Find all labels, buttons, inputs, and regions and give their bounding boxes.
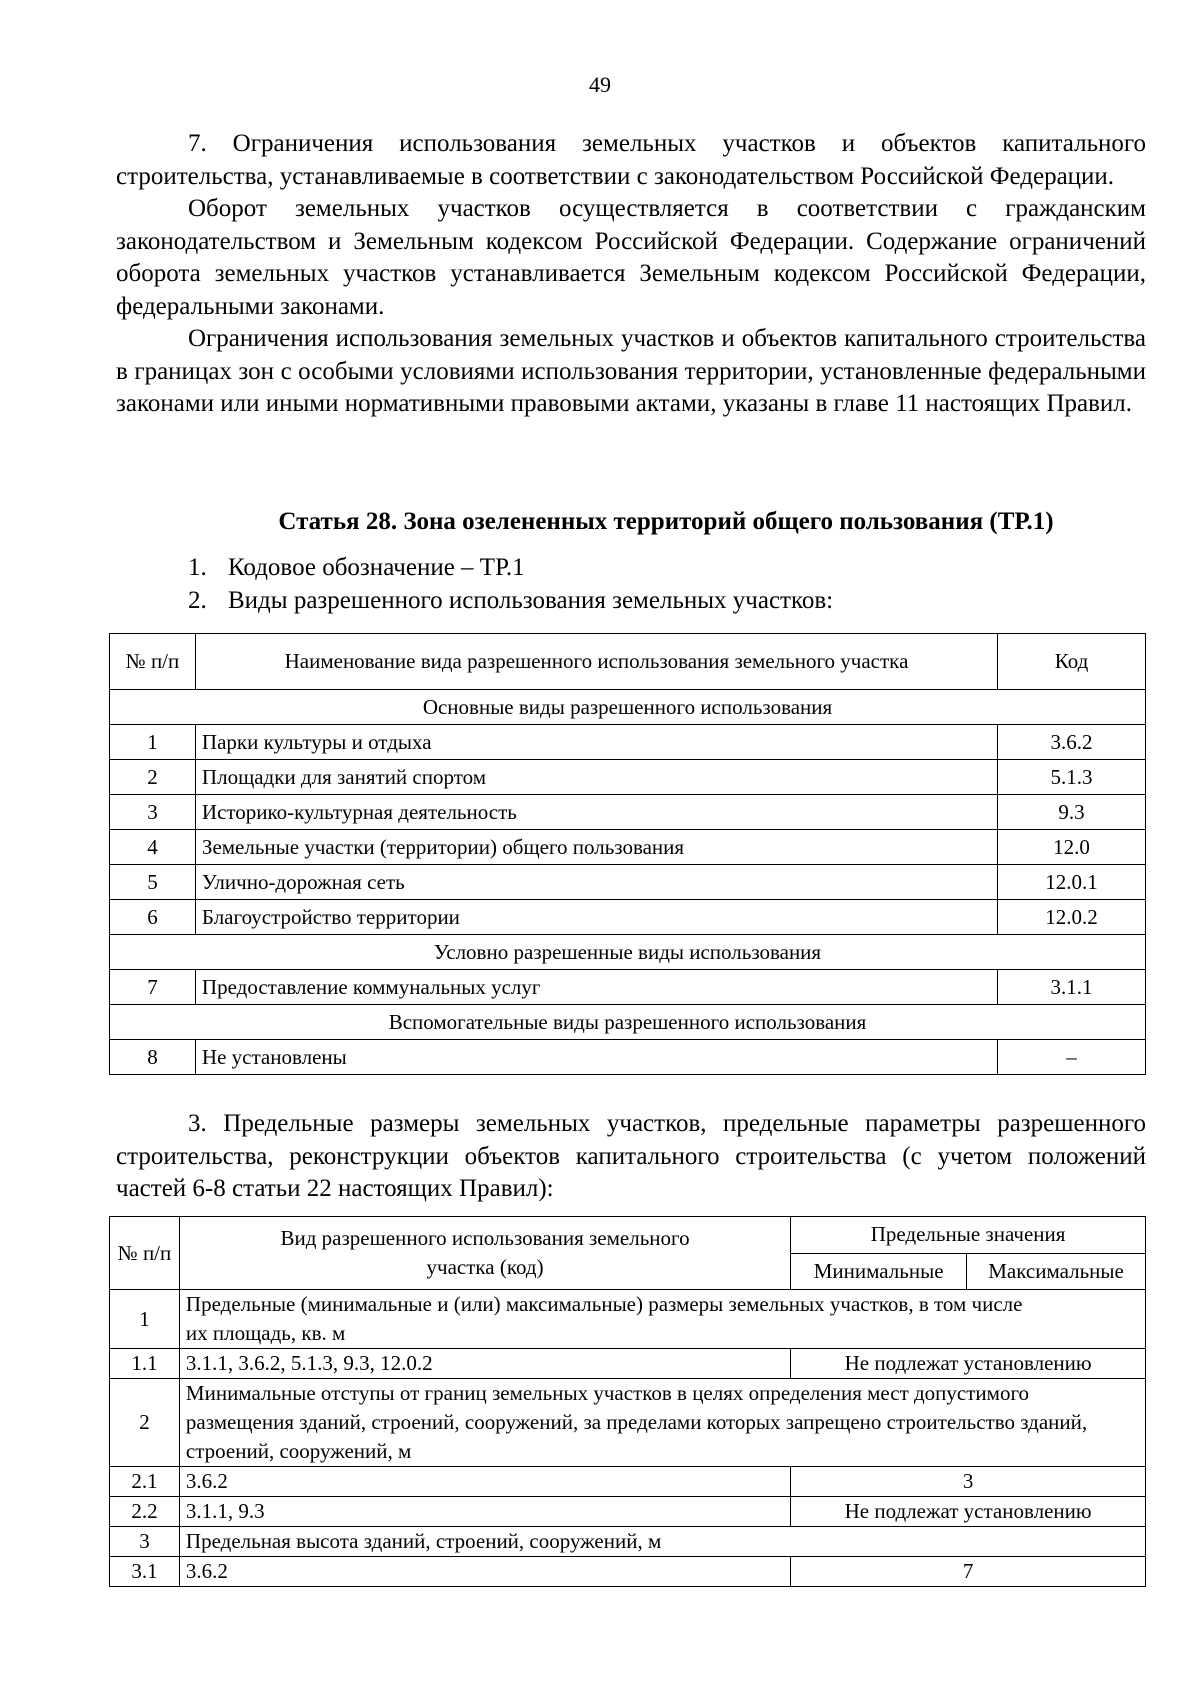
paragraph-turnover: Оборот земельных участков осуществляется в соответствии с гражданским законодательством и Земельным кодексом Российской Федерации. Содержание ограничений оборота земельных участков устанавливается Земельным кодексом Российской Федерации, федеральными законами.: [116, 195, 1146, 320]
numbered-list: [188, 552, 833, 617]
header-num: № п/п: [110, 1217, 180, 1290]
paragraph-7: 7. Ограничения использования земельных участков и объектов капитального строительства, устанавливаемые в соответствии с законодательством Российской Федерации.: [116, 130, 1146, 190]
permitted-use-table: [109, 633, 1146, 1075]
table-row: 8 Не установлены –: [110, 1040, 1146, 1075]
list-item: 2. Виды разрешенного использования земельных участков:: [188, 586, 834, 614]
table-row: 1 Предельные (минимальные и (или) максимальные) размеры земельных участков, в том числе их площадь, кв. м: [110, 1290, 1146, 1349]
section-row: Вспомогательные виды разрешенного использования: [110, 1005, 1146, 1040]
limits-table: [109, 1216, 1146, 1587]
header-type: Вид разрешенного использования земельного участка (код): [179, 1217, 790, 1290]
table-row: 7 Предоставление коммунальных услуг 3.1.1: [110, 970, 1146, 1005]
list-item: 1. Кодовое обозначение – ТР.1: [188, 554, 525, 581]
section-row: Условно разрешенные виды использования: [110, 935, 1146, 970]
section-row: Основные виды разрешенного использования: [110, 690, 1146, 725]
table-row: 3 Предельная высота зданий, строений, сооружений, м: [110, 1527, 1146, 1557]
table-header-row: [110, 1217, 1146, 1254]
header-num: № п/п: [110, 634, 196, 690]
header-max: Максимальные: [967, 1253, 1146, 1290]
table-row: 4 Земельные участки (территории) общего пользования 12.0: [110, 830, 1146, 865]
table-row: 2.1 3.6.2 3: [110, 1467, 1146, 1497]
page-number: 49: [589, 72, 611, 97]
table-row: 1 Парки культуры и отдыха 3.6.2: [110, 725, 1146, 760]
header-min: Минимальные: [791, 1253, 967, 1290]
table-row: 2.2 3.1.1, 9.3 Не подлежат установлению: [110, 1497, 1146, 1527]
table-row: 1.1 3.1.1, 3.6.2, 5.1.3, 9.3, 12.0.2 Не подлежат установлению: [110, 1349, 1146, 1379]
table-row: 2 Площадки для занятий спортом 5.1.3: [110, 760, 1146, 795]
table-row: 5 Улично-дорожная сеть 12.0.1: [110, 865, 1146, 900]
table-row: 2 Минимальные отступы от границ земельных участков в целях определения мест допустимого размещения зданий, строений, сооружений, за пределами которых запрещено строительство зданий, строений, сооружений, м: [110, 1379, 1146, 1467]
header-code: Код: [998, 634, 1146, 690]
intro-text: [116, 128, 1146, 421]
table-row: 3 Историко-культурная деятельность 9.3: [110, 795, 1146, 830]
paragraph-restrictions: Ограничения использования земельных участков и объектов капитального строительства в границах зон с особыми условиями использования территории, установленные федеральными законами или иными нормативными правовыми актами, указаны в главе 11 настоящих Правил.: [116, 325, 1146, 417]
paragraph-3-block: [116, 1108, 1146, 1206]
article-title: Статья 28. Зона озелененных территорий общего пользования (ТР.1): [278, 508, 1054, 535]
table-row: 3.1 3.6.2 7: [110, 1557, 1146, 1587]
header-name: Наименование вида разрешенного использования земельного участка: [195, 634, 997, 690]
table-row: 6 Благоустройство территории 12.0.2: [110, 900, 1146, 935]
paragraph-3: 3. Предельные размеры земельных участков, предельные параметры разрешенного строительства, реконструкции объектов капитального строительства (с учетом положений частей 6-8 статьи 22 настоящих Правил):: [116, 1110, 1146, 1202]
header-limits: Предельные значения: [791, 1217, 1146, 1254]
table-header-row: [110, 634, 1146, 690]
